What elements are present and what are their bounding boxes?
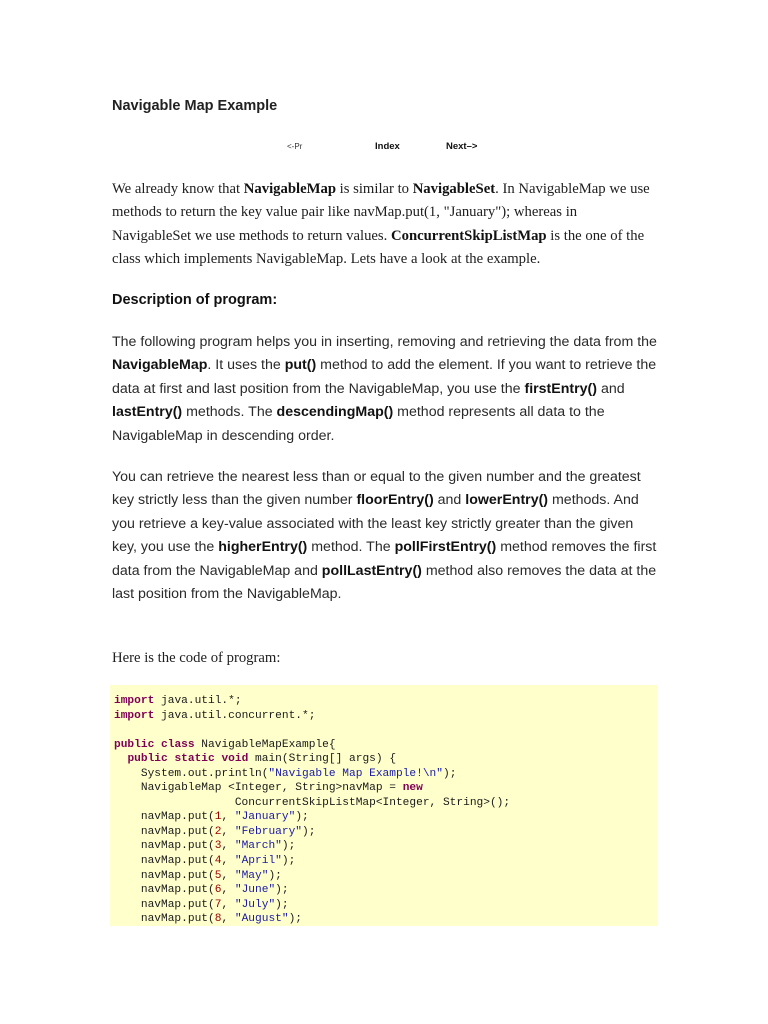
page-title: Navigable Map Example (112, 98, 278, 114)
next-link[interactable]: Next–> (446, 141, 478, 152)
code-intro: Here is the code of program: (112, 650, 281, 666)
intro-paragraph: We already know that NavigableMap is similar to NavigableSet. In NavigableMap we use methods to return the key value pair like navMap.put(1, "January"); whereas in NavigableSet we use methods to return values. ConcurrentSkipListMap is the one of the class which implements NavigableMap. Lets have a look at the example. (112, 181, 650, 267)
keyword: import (114, 695, 155, 707)
description-paragraph-2: You can retrieve the nearest less than or equal to the given number and the greatest key strictly less than the given number floorEntry() and lowerEntry() methods. And you retrieve a key-value associated with the least key strictly greater than the given key, you use the higherEntry() method. The pollFirstEntry() method removes the first data from the NavigableMap and pollLastEntry() method also removes the data at the last position from the NavigableMap. (112, 469, 657, 603)
index-link[interactable]: Index (375, 141, 400, 152)
prev-link[interactable]: <-Pr (287, 142, 303, 151)
code-block: import java.util.*; import java.util.concurrent.*; public class NavigableMapExample{ public static void main(String[] args) { System.out.println("Navigable Map Example!\n"); NavigableMap <Integer, String>navMap = new ConcurrentSkipListMap<Integer, String>(); navMap.put(1, "January"); navMap.put(2, "February"); navMap.put(3, "March"); navMap.put(4, "April"); navMap.put(5, "May"); navMap.put(6, "June"); navMap.put(7, "July"); navMap.put(8, "August"); (110, 685, 657, 926)
description-heading: Description of program: (112, 292, 278, 308)
description-paragraph-1: The following program helps you in inserting, removing and retrieving the data from the NavigableMap. It uses the put() method to add the element. If you want to retrieve the data at first and last position from the NavigableMap, you use the firstEntry() and lastEntry() methods. The descendingMap() method represents all data to the NavigableMap in descending order. (112, 334, 657, 444)
